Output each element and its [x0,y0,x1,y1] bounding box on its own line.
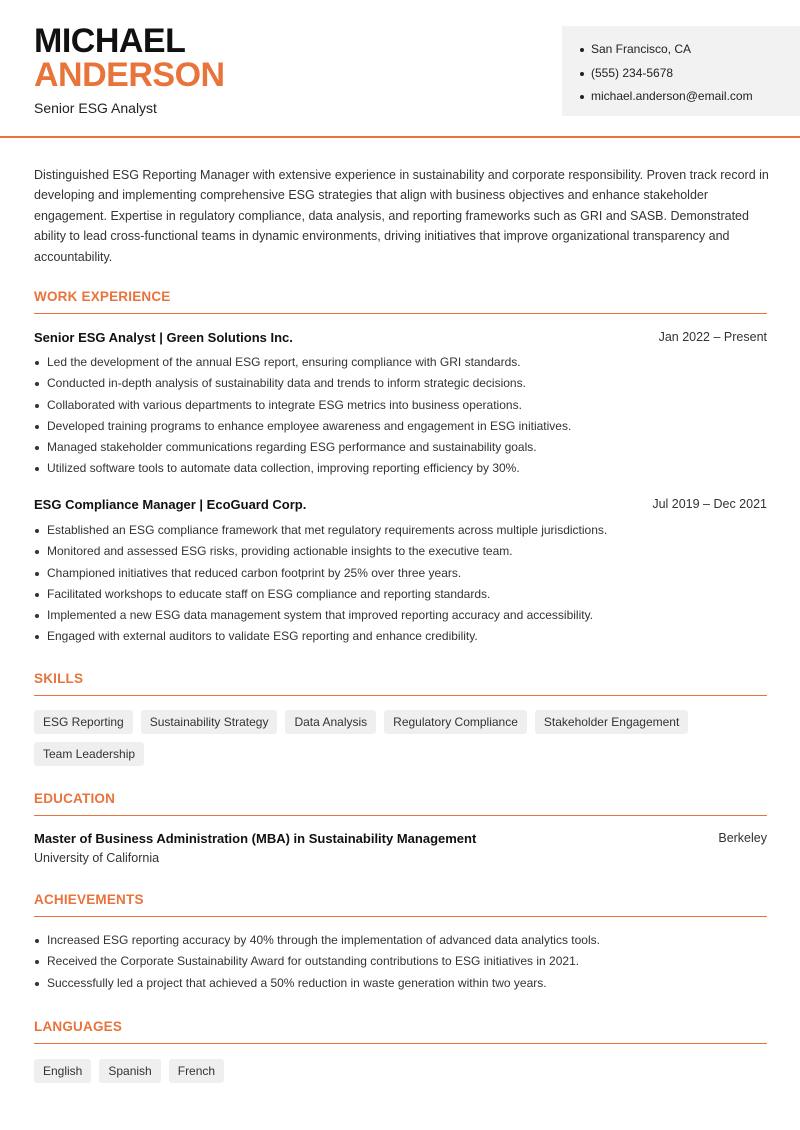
section-title-education: EDUCATION [34,791,767,816]
list-item: Facilitated workshops to educate staff on ESG compliance and reporting standards. [34,584,767,605]
skill-tag: Team Leadership [34,742,144,766]
contact-list [580,38,800,109]
skills-tags [34,710,767,766]
section-title-languages: LANGUAGES [34,1019,767,1044]
list-item: Monitored and assessed ESG risks, providing actionable insights to the executive team. [34,541,767,562]
contact-location: San Francisco, CA [580,38,800,62]
language-tag: French [169,1059,224,1083]
education-degree: Master of Business Administration (MBA) in Sustainability Management [34,831,477,846]
language-tag: Spanish [99,1059,160,1083]
job-header [34,497,767,515]
job-dates: Jan 2022 – Present [658,330,767,344]
education-school: University of California [34,851,160,865]
list-item: Engaged with external auditors to validate ESG reporting and enhance credibility. [34,626,767,647]
list-item: Championed initiatives that reduced carbon footprint by 25% over three years. [34,563,767,584]
job-title: Senior ESG Analyst [34,100,157,116]
skill-tag: Data Analysis [285,710,376,734]
list-item: Utilized software tools to automate data collection, improving reporting efficiency by 30%. [34,458,767,479]
contact-box [562,26,800,116]
job-dates: Jul 2019 – Dec 2021 [652,497,767,511]
contact-email[interactable]: michael.anderson@email.com [580,85,800,109]
list-item: Implemented a new ESG data management system that improved reporting accuracy and accessibility. [34,605,767,626]
list-item: Established an ESG compliance framework that met regulatory requirements across multiple jurisdictions. [34,520,767,541]
section-title-work: WORK EXPERIENCE [34,289,767,314]
language-tag: English [34,1059,91,1083]
last-name: ANDERSON [34,56,225,94]
section-title-achievements: ACHIEVEMENTS [34,892,767,917]
job-bullets [34,520,767,648]
skill-tag: Sustainability Strategy [141,710,278,734]
skill-tag: Stakeholder Engagement [535,710,688,734]
list-item: Received the Corporate Sustainability Award for outstanding contributions to ESG initiatives in 2021. [34,951,767,972]
achievements-list [34,930,767,994]
job-role: ESG Compliance Manager | EcoGuard Corp. [34,497,307,512]
skill-tag: ESG Reporting [34,710,133,734]
list-item: Successfully led a project that achieved a 50% reduction in waste generation within two years. [34,973,767,994]
summary: Distinguished ESG Reporting Manager with extensive experience in sustainability and corporate responsibility. Proven track record in developing and implementing comprehensive ESG strategies that align with business objectives and enhance stakeholder engagement. Expertise in regulatory compliance, data analysis, and reporting frameworks such as GRI and SASB. Demonstrated ability to lead cross-functional teams in dynamic environments, driving initiatives that improve organizational transparency and accountability. [34,168,769,264]
education-location: Berkeley [718,831,767,845]
list-item: Conducted in-depth analysis of sustainability data and trends to inform strategic decisions. [34,373,767,394]
job-role: Senior ESG Analyst | Green Solutions Inc. [34,330,293,345]
skill-tag: Regulatory Compliance [384,710,527,734]
list-item: Collaborated with various departments to integrate ESG metrics into business operations. [34,395,767,416]
contact-phone: (555) 234-5678 [580,62,800,86]
job-header [34,330,767,348]
list-item: Developed training programs to enhance employee awareness and engagement in ESG initiatives. [34,416,767,437]
job-bullets [34,352,767,480]
list-item: Managed stakeholder communications regarding ESG performance and sustainability goals. [34,437,767,458]
resume-header [0,0,800,138]
first-name: MICHAEL [34,22,186,60]
list-item: Increased ESG reporting accuracy by 40% through the implementation of advanced data analytics tools. [34,930,767,951]
languages-tags [34,1059,767,1083]
section-title-skills: SKILLS [34,671,767,696]
list-item: Led the development of the annual ESG report, ensuring compliance with GRI standards. [34,352,767,373]
